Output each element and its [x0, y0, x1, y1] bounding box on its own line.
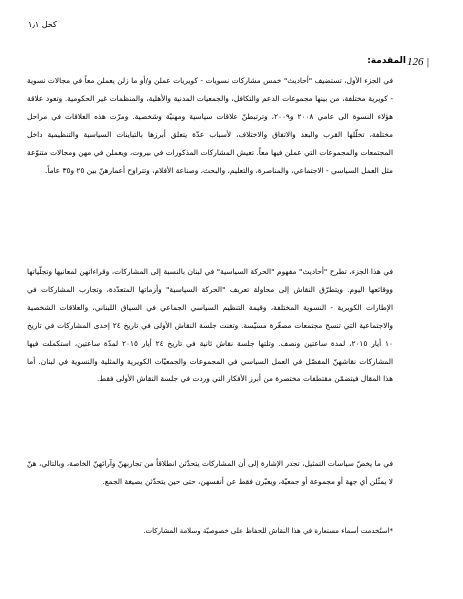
paragraph-1: في الجزء الأول، تستضيف "أحاديث" خمس مشاركات نسويات - كويريات عملن و/أو ما زلن يعملن معاً في مجالات نسوية - كويرية مختلفة، من بينها مجموعات الدعم والتكافل، والجمعيات المدنية والأهلية، والمنظمات غير الحكومية. وتعود علاقة هؤلاء النسوة الى عامي ٢٠٠٨ و٢٠٠٩، وترتبطنّ علاقات سياسية ومهنيّة وشخصية. ومرّت هذه العلاقات في مراحل مختلفة، تخلّلها القرب والبعد والاتفاق والاختلاف، لأسباب عدّة يتعلق أبرزها بالتباينات السياسية والتنظيمية داخل المجتمعات والمجموعات التي عملن فيها معاً. تعيش المشاركات المذكورات في بيروت، ويعملن في مهن ومجالات متنوّعة مثل العمل السياسي - الاجتماعي، والمناصرة، والتعليم، والبحث، وصناعة الأفلام، وتتراوح أعمارهنّ بين ٢٥ و٣٥ عاماً.: [27, 76, 393, 175]
paragraph-2: في هذا الجزء، تطرح "أحاديث" مفهوم "الحركة السياسية" في لبنان بالنسبة إلى المشاركات، وقراءاتهن لمعانيها وتجلّياتها ووقائعها اليوم. ويتطرّق النقاش إلى محاولة تعريف "الحركة السياسية" وأزماتها المتعدّدة، وتجارب المشاركات في الإطارات الكويرية - النسوية المختلفة، وقيمة التنظيم السياسي الجماعي في السياق اللبناني، والعلاقات الشخصية والاجتماعية التي تنسج مجتمعات مصغّرة مسيّسة. وتغنت جلسة النقاش الأولى في تاريخ ٢٤ إحدى المشاركات في تاريخ ١٠ أيار ٢٠١٥، لمدة ساعتين ونصف. وتلتها جلسة نقاش ثانية في تاريخ ٢٤ أيار ٢٠١٥ لمدّة ساعتين، استكملت فيها المشاركات نقاشهنّ المفصّل في العمل السياسي في المجموعات والجمعيّات الكويرية والمثلية والنسوية في لبنان. أما هذا المقال فيتضمّن مقتطفات مختصرة من أبرز الأفكار التي وردت في جلسة النقاش الأولى فقط.: [27, 267, 393, 384]
page-number: 126 |: [407, 56, 430, 68]
running-header: كحل ١٫١: [28, 20, 57, 29]
footnote: *استُخدمت أسماء مستعارة في هذا النقاش للحفاظ على خصوصيّة وسلامة المشاركات.: [143, 527, 393, 535]
paragraph-3: في ما يخصّ سياسات التمثيل، تجدر الإشارة إلى أن المشاركات يتحدّثن انطلاقاً من تجاربهنّ وآرائهنّ الخاصة، وبالتالي، هنّ لا يمثّلن أي جهة أو مجموعة أو جمعيّة، ويعبّرن فقط عن أنفسهن، حتى حين يتحدّثن بصيغة الجمع.: [27, 459, 393, 486]
section-title: المقدمة:: [367, 56, 406, 66]
